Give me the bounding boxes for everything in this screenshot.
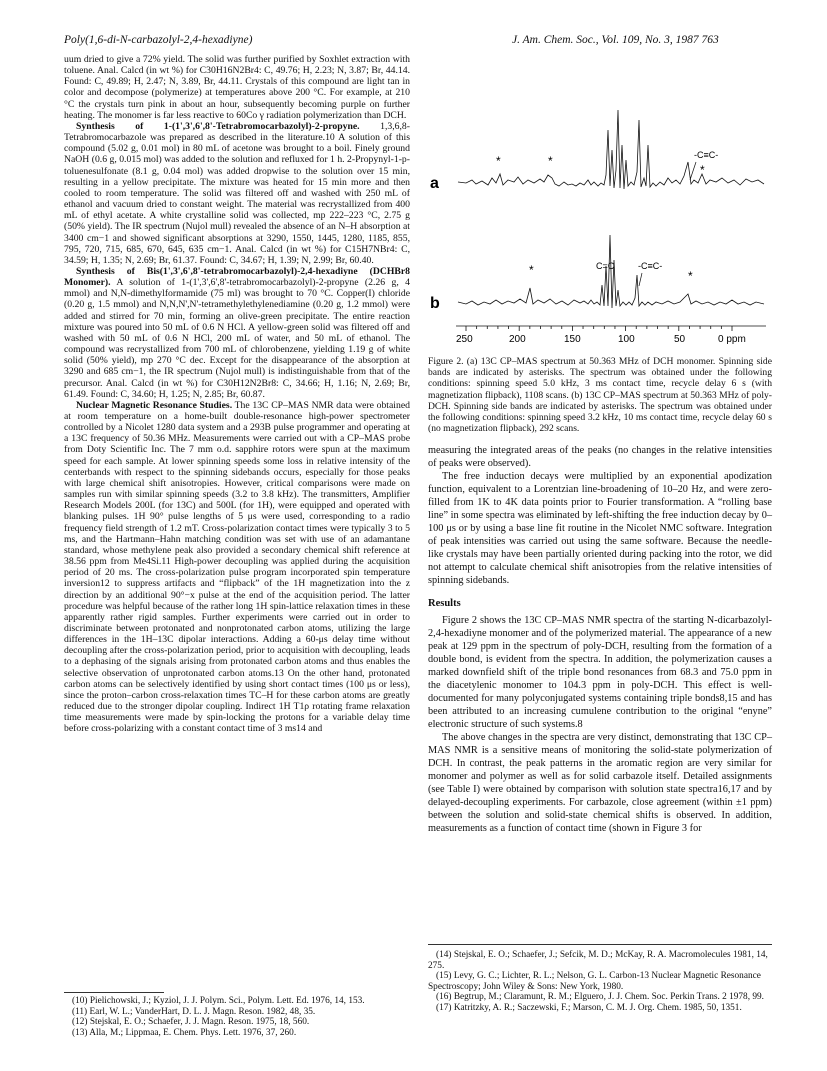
triple-bond-label-a: -C≡C- <box>694 150 719 160</box>
paragraph: The above changes in the spectra are very distinct, demonstrating that 13C CP–MAS NMR is a sensitive means of monitoring the solid-state polymerization of DCH. In contrast, the peak patterns in the aromatic region are very similar for monomer and polymer as well as for solid carbazole itself. Detailed assignments (see Table I) were obtained by comparison with solution state spectra16,17 and by delayed-decoupling experiments. For carbazole, close agreement (within ±1 ppm) between the solution and solid-state chemical shifts is observed. In addition, measurements as a function of contact time (shown in Figure 3 for <box>428 732 772 834</box>
footnote-rule <box>428 944 772 945</box>
paragraph <box>64 400 410 735</box>
paragraph-body: The 13C CP–MAS NMR data were obtained at room temperature on a home-built double-resonance high-power spectrometer controlled by a Nicolet 1280 data system and a 293B pulse programmer and operating at a 13C frequency of 50.36 MHz. Measurements were carried out with a CP–MAS probe from Doty Scientific Inc. The 7 mm o.d. sapphire rotors were spun at the maximum speed for each sample. At lower spinning speeds some loss in relative intensity of the centerbands with respect to the spinning sidebands occurs, especially for those peaks with large chemical shift anisotropies. However, critical comparisons were made on samples run with similar spinning speeds (3.2 to 3.8 kHz). The transmitters, Amplifier Research Models 200L (for 13C) and 500L (for 1H), were equipped and operated with blanking pulses. 1H 90° pulse lengths of 5 μs were used, corresponding to a radio frequency field strength of 1.2 mT. Cross-polarization contact times were typically 3 to 5 ms, and the Hartmann–Hahn matching condition was set with use of an adamantane standard, whose methylene peak also provided a secondary chemical shift reference at 38.56 ppm from Me4Si.11 High-power decoupling was applied during the acquisition period of 20 ms. The cross-polarization pulse program incorporated spin temperature inversion12 to suppress artifacts and “flipback” of the 1H magnetization into the z direction by an additional 90°−x pulse at the end of the acquisition period. The latter procedure was helpful because of the rather long 1H spin-lattice relaxation times in these apparently rather rigid samples. Further experiments were carried out in order to discriminate between protonated and nonprotonated carbon atoms, utilizing the large differences in the 1H–13C dipolar interactions. Adding a 60-μs delay time without decoupling after the cross-polarization period, prior to acquisition with decoupling, leads to a dephasing of the signals arising from protonated carbon atoms and thus enables the selective observation of unprotonated carbon atoms.13 On the other hand, protonated carbon atoms can be selectively identified by using short contact times (100 μs or less), since the proton–carbon cross-relaxation times TC–H for these carbon atoms are greatly reduced due to the stronger dipolar coupling. Indirect 1H T1ρ rotating frame relaxation time measurements were made by spin-locking the protons for a variable delay time before cross-polarizing with a constant contact time of 3 ms14 and <box>64 399 410 735</box>
footnote: (10) Pielichowski, J.; Kyziol, J. J. Polym. Sci., Polym. Lett. Ed. 1976, 14, 153. <box>72 996 365 1006</box>
footnote-rule <box>64 992 164 993</box>
footnote: (13) Alla, M.; Lippmaa, E. Chem. Phys. Lett. 1976, 37, 260. <box>72 1027 297 1038</box>
nmr-spectra-figure <box>426 90 772 352</box>
left-footnotes <box>64 996 410 1038</box>
paragraph: measuring the integrated areas of the peaks (no changes in the relative intensities of peaks were observed). <box>428 445 772 469</box>
figure-caption: Figure 2. (a) 13C CP–MAS spectrum at 50.363 MHz of DCH monomer. Spinning side bands are indicated by asterisks. The spectrum was obtained under the following conditions: spinning speed 5.0 kHz, 3 ms contact time, recycle delay 6 s (with magnetization flipback), 1108 scans. (b) 13C CP–MAS spectrum at 50.363 MHz of poly-DCH. Spinning side bands are indicated by asterisks. The spectrum was obtained under the following conditions: spinning speed 3.2 kHz, 10 ms contact time, recycle delay 60 s (no magnetization flipback), 292 scans. <box>428 356 772 435</box>
sideband-asterisk: * <box>548 154 553 168</box>
tick-label-0: 0 ppm <box>718 334 746 345</box>
right-footnotes <box>428 950 772 1014</box>
paragraph <box>64 121 410 266</box>
paragraph: uum dried to give a 72% yield. The solid was further purified by Soxhlet extraction with toluene. Anal. Calcd (in wt %) for C30H16N2Br4: C, 49.76; H, 2.23; N, 3.87; Br, 44.14. Found: C, 49.89; H, 2.47; N, 3.89, Br, 44.11. Crystals of this compound are light tan in color and decompose (polymerize) at temperatures above 200 °C. For example, at 210 °C the crystals turn pink in about an hour, subsequently becoming purple on further heating. The monomer is far less reactive to 60Co γ radiation polymerization than DCH. <box>64 54 410 121</box>
footnote: (16) Begtrup, M.; Claramunt, R. M.; Elguero, J. J. Chem. Soc. Perkin Trans. 2 1978, 99. <box>436 992 764 1003</box>
sideband-asterisk: * <box>496 154 501 168</box>
paragraph-heading: Synthesis of Bis(1',3',6',8'-tetrabromocarbazolyl)-2,4-hexadiyne (DCHBr8 Monomer). <box>64 265 410 289</box>
paragraph <box>64 266 410 400</box>
spectrum-b-label: b <box>430 295 440 312</box>
paragraph-body: A solution of 1-(1',3',6',8'-tetrabromocarbazolyl)-2-propyne (2.26 g, 4 mmol) and N,N-dimethylformamide (75 ml) was brought to 70 °C. Copper(I) chloride (0.20 g, 1.5 mmol) and N,N,N',N'-tetramethylethylenediamine (0.20 g, 1.2 mmol) were added and stirred for 70 min, forming an olive-green precipitate. The entire reaction mixture was poured into 50 mL of 0.6 N HCl. A yellow-green solid was filtered off and washed with 50 mL of 0.6 N HCl, 200 mL of water, and 50 mL of ethanol. The compound was recrystallized from 700 mL of chlorobenzene, yielding 1.19 g of white solid (50% yield), mp 270 °C dec. Except for the disappearance of the absorption at 3290 and 685 cm−1, the IR spectrum (Nujol mull) is indistinguishable from that of the precursor. Anal. Calcd (in wt %) for C30H12N2Br8: C, 34.66; H, 1.16; N, 2.69; Br, 61.49. Found: C, 34.60; H, 1.25; N, 2.85; Br, 60.87. <box>64 277 410 400</box>
sideband-asterisk: * <box>700 163 705 177</box>
paragraph-body: 1,3,6,8-Tetrabromocarbazole was prepared as described in the literature.10 A solution of this compound (5.02 g, 0.01 mol) in 80 mL of acetone was brought to a boil. Finely ground NaOH (0.6 g, 0.015 mol) was added to the solution and refluxed for 1 h. 2-Propynyl-1-p-toluenesulfonate (8.1 g, 0.04 mol) was added dropwise to the solution over 15 min, resulting in a yellow precipitate. The mixture was heated for 15 min more and then cooled to room temperature. The solid was filtered off and washed with 250 mL of ethanol and vacuum dried to constant weight. The material was recrystallized from 400 mL of ethyl acetate. A white crystalline solid was collected, mp 222–223 °C, 2.75 g (50% yield). The IR spectrum (Nujol mull) revealed the absence of an N–H absorption at 3400 cm−1 and showed significant absorptions at 3290, 1550, 1445, 1280, 1185, 855, 795, 720, 715, 685, 670, 645, 635 cm−1. Anal. Calcd (in wt %) for C15H7NBr4: C, 34.59; H, 1.35; N, 2.69; Br, 61.37. Found: C, 34.67; H, 1.39; N, 2.99; Br, 60.40. <box>64 120 410 266</box>
running-title: Poly(1,6-di-N-carbazolyl-2,4-hexadiyne) <box>64 34 253 46</box>
paragraph-heading: Nuclear Magnetic Resonance Studies. <box>76 399 233 411</box>
left-column <box>64 54 410 735</box>
paragraph-heading: Synthesis of 1-(1',3',6',8'-Tetrabromocarbazolyl)-2-propyne. <box>76 120 360 132</box>
footnote: (15) Levy, G. C.; Lichter, R. L.; Nelson, G. L. Carbon-13 Nuclear Magnetic Resonance Spectroscopy; John Wiley & Sons: New York, 1980. <box>428 971 761 992</box>
double-bond-label-b: C=C <box>596 261 615 271</box>
sideband-asterisk: * <box>688 269 693 283</box>
tick-label-100: 100 <box>618 334 635 345</box>
label-b-leader <box>639 273 642 286</box>
tick-label-150: 150 <box>564 334 581 345</box>
ppm-axis-ticks <box>466 326 732 331</box>
footnote: (12) Stejskal, E. O.; Schaefer, J. J. Magn. Reson. 1975, 18, 560. <box>72 1017 310 1028</box>
tick-label-200: 200 <box>509 334 526 345</box>
label-a-leader <box>690 162 696 180</box>
journal-citation: J. Am. Chem. Soc., Vol. 109, No. 3, 1987 763 <box>512 34 719 46</box>
footnote: (11) Earl, W. L.; VanderHart, D. L. J. Magn. Reson. 1982, 48, 35. <box>72 1006 316 1017</box>
tick-label-50: 50 <box>674 334 686 345</box>
paragraph: The free induction decays were multiplied by an exponential apodization function, equivalent to a Lorentzian line-broadening of 10–20 Hz, and were zero-filled from 1K to 4K data points prior to Fourier transformation. A “rolling base line” in some spectra was eliminated by left-shifting the free induction decay by 0–100 μs or by using a base line fit routine in the Nicolet NMC software. Integration of peak intensities was carried out using the same software. Because the needle-like crystals may have been partially oriented during packing into the rotor, we did not attempt to calculate chemical shift anisotropies from the relative intensities of spinning sidebands. <box>428 471 772 586</box>
sideband-asterisk: * <box>529 263 534 277</box>
right-column <box>428 444 772 835</box>
section-heading: Results <box>428 598 461 609</box>
tick-label-250: 250 <box>456 334 473 345</box>
triple-bond-label-b: -C≡C- <box>638 261 663 271</box>
spectrum-a-label: a <box>430 175 439 192</box>
spectrum-b-trace <box>458 235 764 308</box>
footnote: (14) Stejskal, E. O.; Schaefer, J.; Sefcik, M. D.; McKay, R. A. Macromolecules 1981, 14, 275. <box>428 950 768 971</box>
footnote: (17) Katritzky, A. R.; Saczewski, F.; Marson, C. M. J. Org. Chem. 1985, 50, 1351. <box>436 1002 742 1013</box>
paragraph: Figure 2 shows the 13C CP–MAS NMR spectra of the starting N-dicarbazolyl-2,4-hexadiyne monomer and of the polymerized material. The appearance of a new peak at 129 ppm in the spectrum of poly-DCH, resulting from the formation of a double bond, is evident from the spectra. In addition, the polymerization causes a marked downfield shift of the triple bond resonances from 68.3 and 75.0 ppm in the diacetylenic monomer to 104.3 ppm in poly-DCH. This effect is well-documented for many polyconjugated systems containing triple bonds8,15 and has been attributed to an increasing cumulene contribution to the original “enyne” electronic structure of such systems.8 <box>428 615 772 730</box>
